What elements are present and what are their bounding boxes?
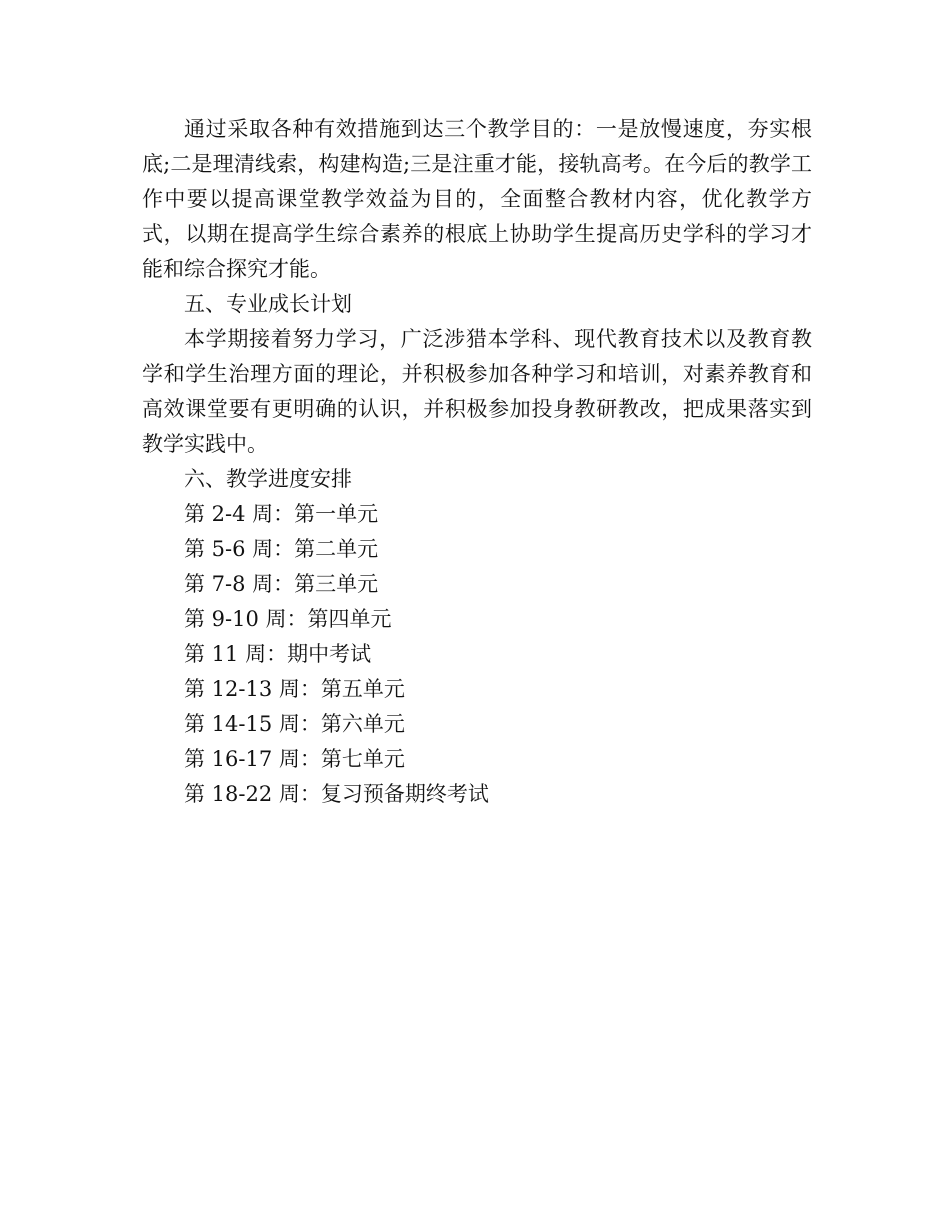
section-heading-professional-growth: 五、专业成长计划 (184, 292, 352, 316)
schedule-item: 第 9-10 周：第四单元 (184, 607, 392, 631)
document-page (142, 112, 812, 812)
section-heading-teaching-schedule: 六、教学进度安排 (184, 467, 352, 491)
schedule-item: 第 18-22 周：复习预备期终考试 (184, 782, 489, 806)
schedule-item: 第 7-8 周：第三单元 (184, 572, 379, 596)
schedule-item: 第 12-13 周：第五单元 (184, 677, 405, 701)
paragraph-professional-growth: 本学期接着努力学习，广泛涉猎本学科、现代教育技术以及教育教学和学生治理方面的理论，并积极参加各种学习和培训，对素养教育和高效课堂要有更明确的认识，并积极参加投身教研教改，把成果落实到教学实践中。 (142, 327, 812, 456)
paragraph-teaching-goals: 通过采取各种有效措施到达三个教学目的：一是放慢速度，夯实根底;二是理清线索，构建构造;三是注重才能，接轨高考。在今后的教学工作中要以提高课堂教学效益为目的，全面整合教材内容，优化教学方式，以期在提高学生综合素养的根底上协助学生提高历史学科的学习才能和综合探究才能。 (142, 117, 812, 281)
schedule-item: 第 5-6 周：第二单元 (184, 537, 379, 561)
schedule-item: 第 16-17 周：第七单元 (184, 747, 405, 771)
schedule-item: 第 11 周：期中考试 (184, 642, 372, 666)
schedule-item: 第 14-15 周：第六单元 (184, 712, 405, 736)
schedule-item: 第 2-4 周：第一单元 (184, 502, 379, 526)
